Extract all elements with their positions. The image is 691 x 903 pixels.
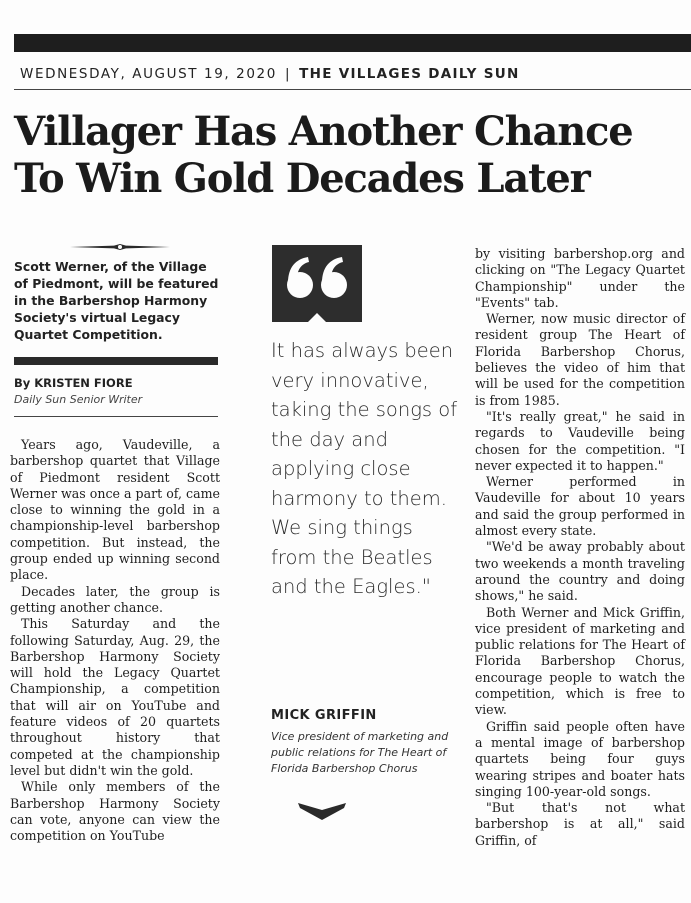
article-column-1 bbox=[10, 437, 220, 844]
issue-date: WEDNESDAY, AUGUST 19, 2020 bbox=[20, 66, 277, 82]
paragraph: Werner, now music director of resident group The Heart of Florida Barbershop Chorus, believes the video of him that will be used for the competition is from 1985. bbox=[475, 311, 685, 408]
byline-rule bbox=[14, 416, 218, 417]
dateline-rule bbox=[14, 89, 691, 90]
paragraph: This Saturday and the following Saturday, Aug. 29, the Barbershop Harmony Society will hold the Legacy Quartet Championship, a competition that will air on YouTube and feature videos of 20 quartets throughout history that competed at the championship level but didn't win the gold. bbox=[10, 616, 220, 778]
ornament-divider bbox=[70, 244, 170, 250]
pull-quote-name: MICK GRIFFIN bbox=[271, 708, 377, 723]
dateline-separator: | bbox=[284, 66, 292, 82]
deck-rule bbox=[14, 357, 218, 365]
headline bbox=[14, 108, 633, 202]
chevron-ornament-icon bbox=[298, 800, 346, 820]
byline-author: By KRISTEN FIORE bbox=[14, 376, 133, 390]
article-column-3 bbox=[475, 246, 685, 849]
headline-line-2: To Win Gold Decades Later bbox=[14, 155, 590, 202]
paragraph: "It's really great," he said in regards to Vaudeville being chosen for the competition. "I never expected it to happen." bbox=[475, 408, 685, 473]
pull-quote-text: It has always been very innovative, taking the songs of the day and applying close harmony to them. We sing things from the Beatles and the Eagles." bbox=[271, 339, 458, 598]
newspaper-name: THE VILLAGES DAILY SUN bbox=[299, 66, 520, 82]
paragraph: "We'd be away probably about two weekends a month traveling around the country and doing shows," he said. bbox=[475, 539, 685, 604]
pull-quote-role: Vice president of marketing and public relations for The Heart of Florida Barbershop Chorus bbox=[271, 730, 449, 775]
paragraph: "But that's not what barbershop is at all," said Griffin, of bbox=[475, 800, 685, 848]
article-deck: Scott Werner, of the Village of Piedmont, will be featured in the Barbershop Harmony Society's virtual Legacy Quartet Competition. bbox=[14, 259, 219, 342]
paragraph: Years ago, Vaudeville, a barbershop quartet that Village of Piedmont resident Scott Werner was once a part of, came close to winning the gold in a championship-level barbershop competition. But instead, the group ended up winning second place. bbox=[10, 437, 220, 583]
dateline bbox=[20, 66, 520, 82]
paragraph: Griffin said people often have a mental image of barbershop quartets being four guys wearing stripes and boater hats singing 100-year-old songs. bbox=[475, 718, 685, 799]
paragraph: Both Werner and Mick Griffin, vice president of marketing and public relations for The Heart of Florida Barbershop Chorus, encourage people to watch the competition, which is free to view. bbox=[475, 604, 685, 718]
paragraph: Decades later, the group is getting another chance. bbox=[10, 583, 220, 615]
headline-line-1: Villager Has Another Chance bbox=[14, 108, 633, 155]
paragraph: While only members of the Barbershop Harmony Society can vote, anyone can view the competition on YouTube bbox=[10, 779, 220, 844]
quote-mark-icon bbox=[272, 245, 362, 322]
byline-role: Daily Sun Senior Writer bbox=[14, 393, 143, 406]
paragraph: by visiting barbershop.org and clicking on "The Legacy Quartet Championship" under the "Events" tab. bbox=[475, 246, 685, 310]
masthead-bar bbox=[14, 34, 691, 52]
paragraph: Werner performed in Vaudeville for about 10 years and said the group performed in almost every state. bbox=[475, 474, 685, 539]
